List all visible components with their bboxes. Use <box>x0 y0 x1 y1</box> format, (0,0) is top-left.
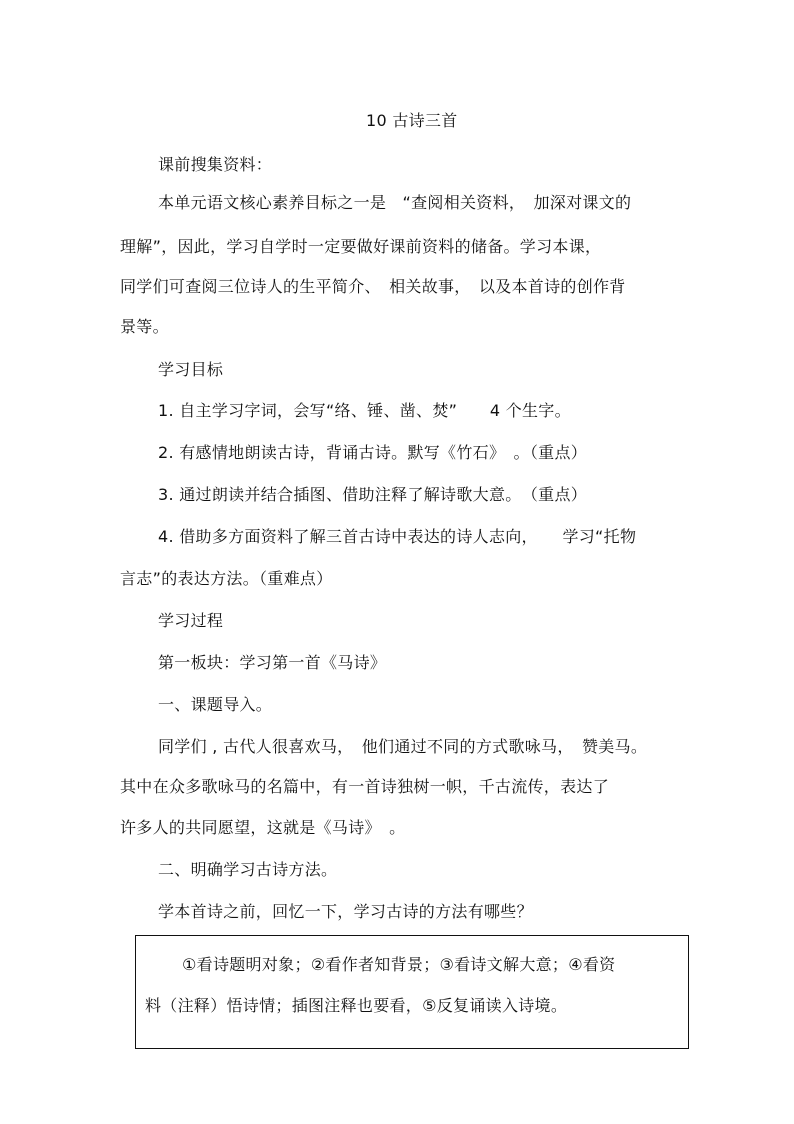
goal-item-4: 4. 借助多方面资料了解三首古诗中表达的诗人志向， 学习“托物 <box>158 527 637 546</box>
prep-line-1: 本单元语文核心素养目标之一是 “查阅相关资料， 加深对课文的 <box>158 193 632 212</box>
prep-line-2: 理解”，因此，学习自学时一定要做好课前资料的储备。学习本课， <box>120 237 602 256</box>
goal-item-3: 3. 通过朗读并结合插图、借助注释了解诗歌大意。 （重点） <box>158 485 588 504</box>
methods-box <box>135 935 689 1049</box>
intro-line-2: 其中在众多歌咏马的名篇中，有一首诗独树一帜，千古流传，表达了 <box>120 777 610 796</box>
goals-heading: 学习目标 <box>158 360 224 379</box>
methods-box-line-2: 料（注释）悟诗情；插图注释也要看，⑤反复诵读入诗境。 <box>145 996 568 1015</box>
prep-line-3: 同学们可查阅三位诗人的生平简介、 相关故事， 以及本首诗的创作背 <box>120 277 626 296</box>
goal-item-4-cont: 言志”的表达方法。（重难点） <box>120 569 333 588</box>
goal-item-2: 2. 有感情地朗读古诗，背诵古诗。默写《竹石》 。（重点） <box>158 443 588 462</box>
step1-heading: 一、课题导入。 <box>158 695 273 714</box>
step2-heading: 二、明确学习古诗方法。 <box>158 860 338 879</box>
prep-line-4: 景等。 <box>120 317 169 336</box>
goal-item-1: 1. 自主学习字词，会写“络、锤、凿、焚” 4 个生字。 <box>158 401 571 420</box>
methods-box-line-1: ①看诗题明对象；②看作者知背景；③看诗文解大意；④看资 <box>182 955 616 974</box>
prep-heading: 课前搜集资料： <box>158 155 273 174</box>
page-title: 10 古诗三首 <box>366 111 458 130</box>
methods-question: 学本首诗之前，回忆一下，学习古诗的方法有哪些？ <box>158 902 533 921</box>
intro-line-3: 许多人的共同愿望，这就是《马诗》 。 <box>120 818 406 837</box>
process-heading: 学习过程 <box>158 611 224 630</box>
intro-line-1: 同学们 , 古代人很喜欢马， 他们通过不同的方式歌咏马， 赞美马。 <box>158 737 648 756</box>
block1-heading: 第一板块：学习第一首《马诗》 <box>158 653 387 672</box>
